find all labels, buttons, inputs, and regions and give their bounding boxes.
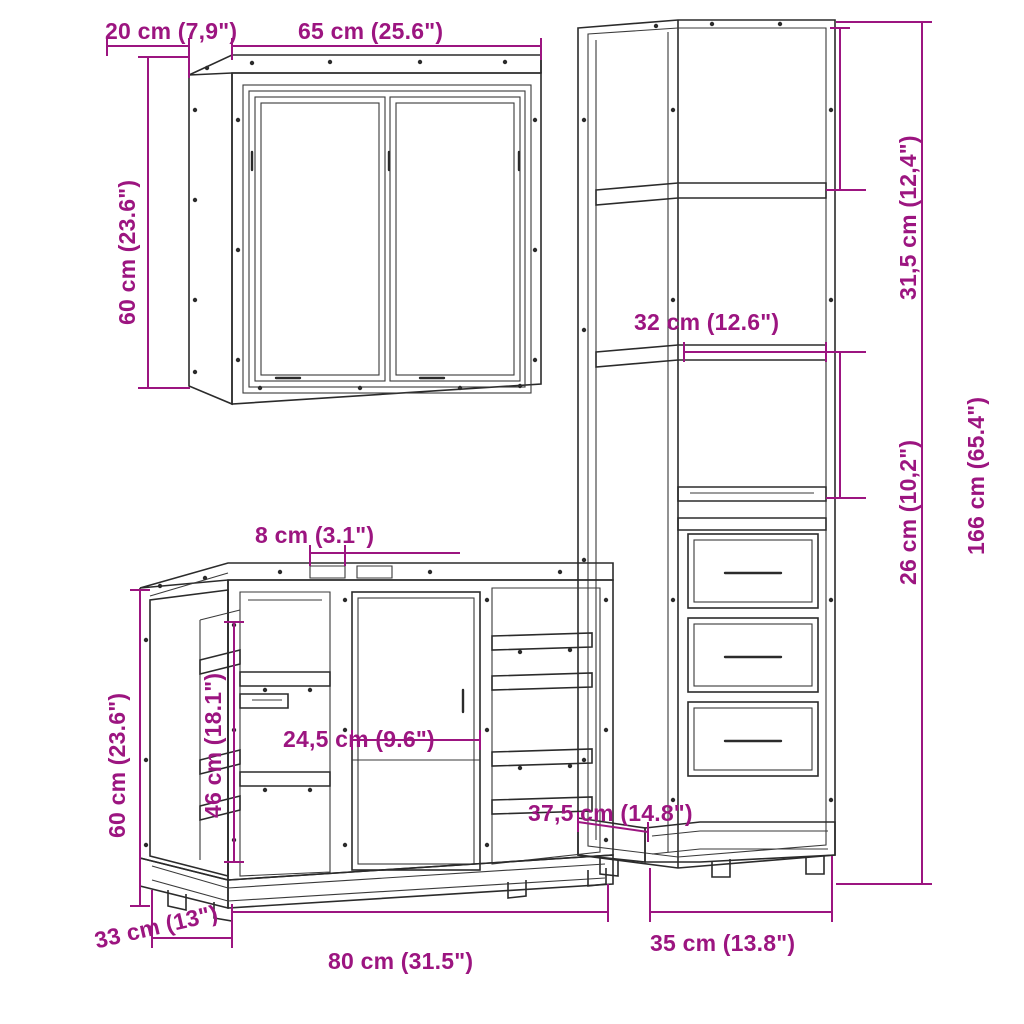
dimension-label-tall-cabinet-depth: 37,5 cm (14.8"): [528, 800, 693, 826]
dimension-label-tall-cabinet-width: 35 cm (13.8"): [650, 930, 796, 956]
dimension-label-tall-cabinet-compartment: 26 cm (10,2"): [895, 439, 921, 585]
dimension-label-tall-cabinet-height: 166 cm (65.4"): [963, 396, 989, 555]
dimension-label-tall-cabinet-shelf-gap: 31,5 cm (12,4"): [895, 135, 921, 300]
dimension-label-wall-cabinet-depth: 20 cm (7,9"): [105, 18, 238, 44]
dimension-label-wall-cabinet-width: 65 cm (25.6"): [298, 18, 444, 44]
dimension-label-wall-cabinet-height: 60 cm (23.6"): [114, 179, 140, 325]
dimension-label-sink-cabinet-body-height: 46 cm (18.1"): [200, 672, 226, 818]
dimension-label-sink-cabinet-height: 60 cm (23.6"): [104, 692, 130, 838]
dimension-label-sink-cabinet-door-width: 24,5 cm (9.6"): [283, 726, 435, 752]
dimension-label-tall-cabinet-shelf-depth: 32 cm (12.6"): [634, 309, 780, 335]
dimension-label-sink-cabinet-width: 80 cm (31.5"): [328, 948, 474, 974]
dimension-label-sink-cabinet-top-gap: 8 cm (3.1"): [255, 522, 375, 548]
dimension-label-sink-cabinet-depth: 33 cm (13"): [92, 899, 221, 954]
